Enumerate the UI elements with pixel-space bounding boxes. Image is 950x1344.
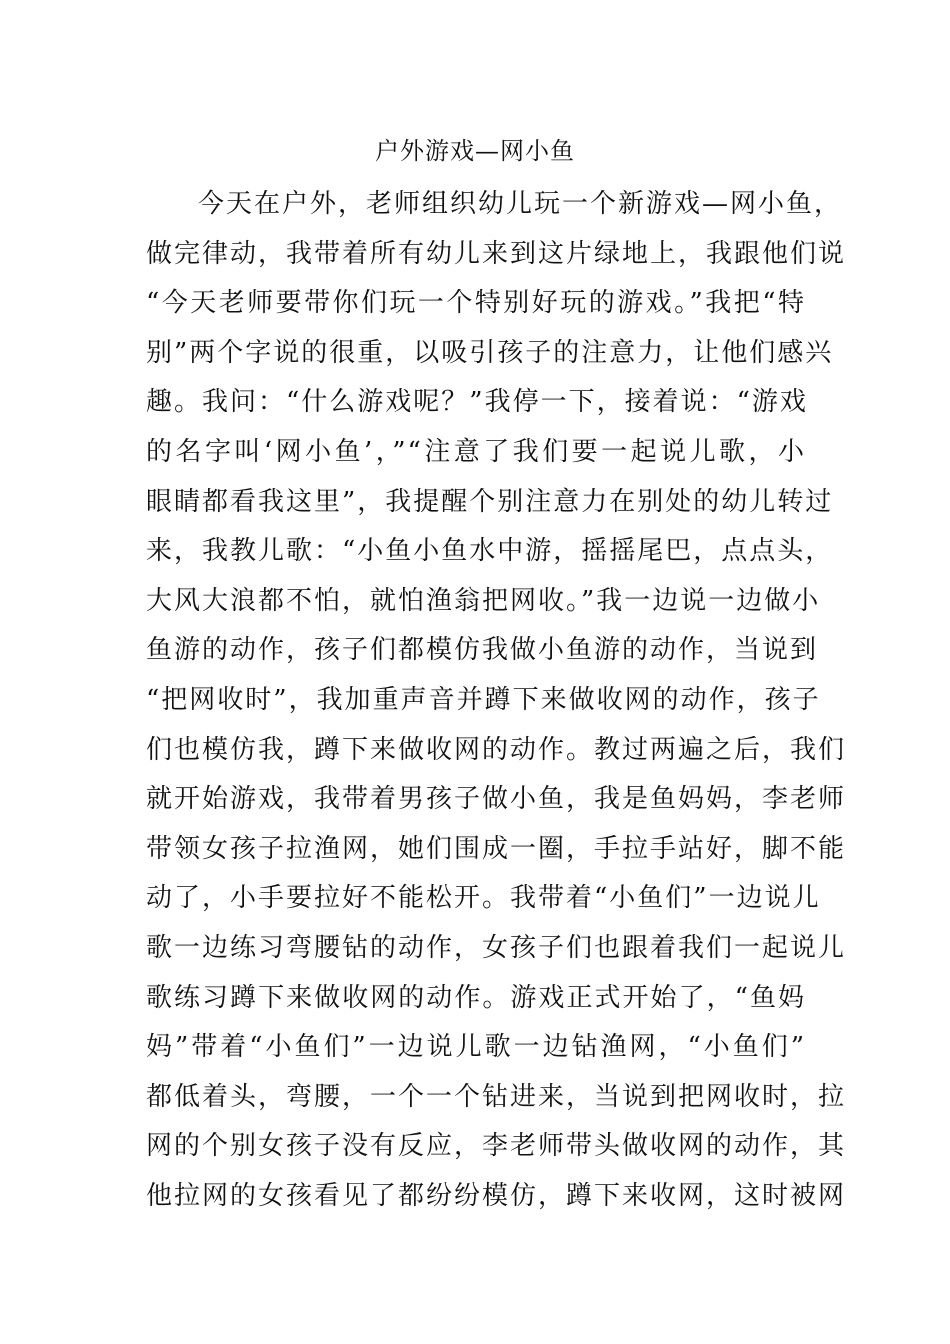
paragraph-line: 们也模仿我，蹲下来做收网的动作。教过两遍之后，我们 [146,734,847,765]
paragraph-line: 妈”带着“小鱼们”一边说儿歌一边钻渔网，“小鱼们” [146,1032,806,1063]
document-title: 户外游戏—网小鱼 [375,137,575,165]
paragraph-line: 就开始游戏，我带着男孩子做小鱼，我是鱼妈妈，李老师 [146,784,847,815]
paragraph-line: “今天老师要带你们玩一个特别好玩的游戏。”我把“特 [146,288,806,319]
paragraph-line: 他拉网的女孩看见了都纷纷模仿，蹲下来收网，这时被网 [146,1180,847,1211]
paragraph-line: 来，我教儿歌：“小鱼小鱼水中游，摇摇尾巴，点点头， [146,536,834,567]
paragraph-line: 歌练习蹲下来做收网的动作。游戏正式开始了，“鱼妈 [146,982,806,1013]
paragraph-line: 的名字叫‘网小鱼’，”“注意了我们要一起说儿歌，小 [146,436,806,467]
paragraph-line: 鱼游的动作，孩子们都模仿我做小鱼游的动作，当说到 [146,635,819,666]
paragraph-line: 网的个别女孩子没有反应，李老师带头做收网的动作，其 [146,1131,847,1162]
paragraph-line: 做完律动，我带着所有幼儿来到这片绿地上，我跟他们说 [146,238,847,269]
paragraph-line: 今天在户外，老师组织幼儿玩一个新游戏—网小鱼， [198,189,843,219]
paragraph-line: 动了，小手要拉好不能松开。我带着“小鱼们”一边说儿 [146,883,821,914]
paragraph-line: 歌一边练习弯腰钻的动作，女孩子们也跟着我们一起说儿 [146,932,847,963]
paragraph-line: 大风大浪都不怕，就怕渔翁把网收。”我一边说一边做小 [146,585,821,616]
paragraph-line: 别”两个字说的很重，以吸引孩子的注意力，让他们感兴 [146,337,834,368]
paragraph-line: “把网收时”，我加重声音并蹲下来做收网的动作，孩子 [146,684,821,715]
document-body [146,180,847,1221]
paragraph-line: 都低着头，弯腰，一个一个钻进来，当说到把网收时，拉 [146,1081,847,1112]
paragraph-line: 趣。我问：“什么游戏呢？”我停一下，接着说：“游戏 [146,387,808,418]
paragraph-line: 带领女孩子拉渔网，她们围成一圈，手拉手站好，脚不能 [146,833,847,864]
paragraph-line: 眼睛都看我这里”，我提醒个别注意力在别处的幼儿转过 [146,486,834,517]
